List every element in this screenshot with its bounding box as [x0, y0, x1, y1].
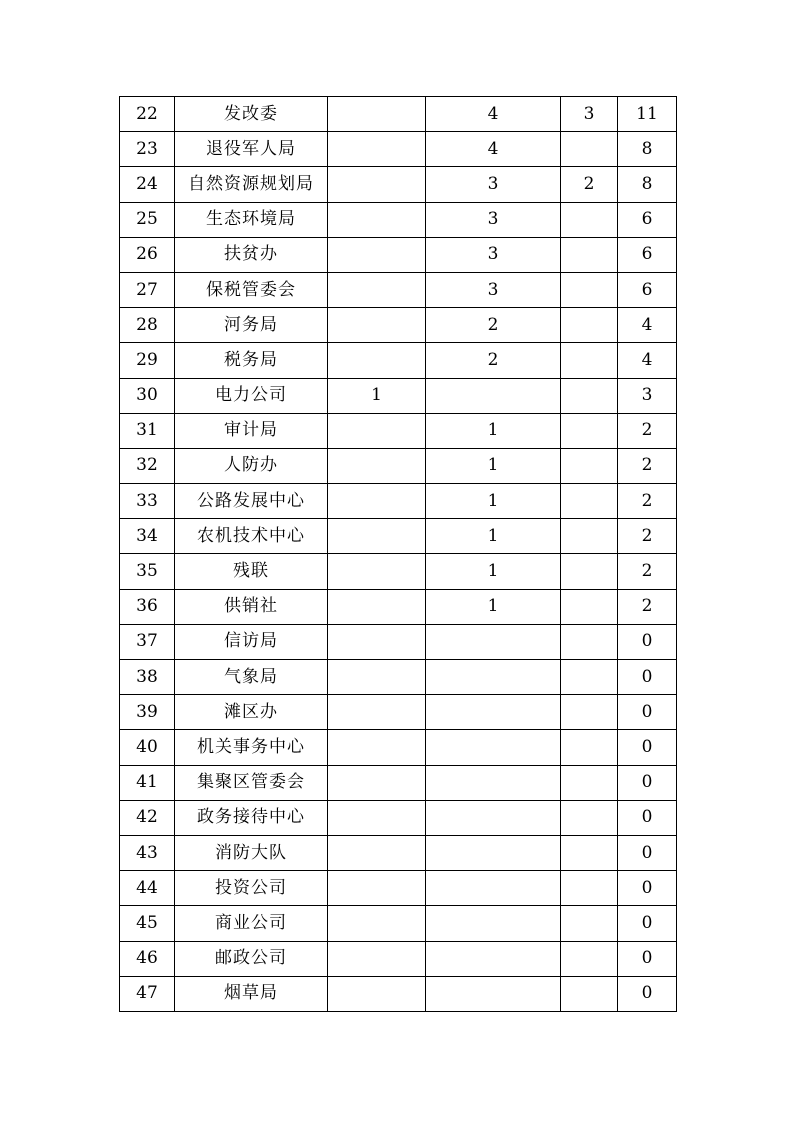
unit-name-cell: 气象局 — [175, 660, 328, 695]
total-cell: 0 — [618, 906, 677, 941]
total-cell: 0 — [618, 695, 677, 730]
column-3-cell — [328, 132, 426, 167]
unit-name-cell: 扶贫办 — [175, 237, 328, 272]
column-4-cell: 3 — [426, 237, 561, 272]
total-cell: 2 — [618, 448, 677, 483]
column-5-cell — [561, 589, 618, 624]
unit-name-cell: 投资公司 — [175, 871, 328, 906]
row-number-cell: 23 — [120, 132, 175, 167]
column-5-cell — [561, 237, 618, 272]
row-number-cell: 39 — [120, 695, 175, 730]
unit-name-cell: 自然资源规划局 — [175, 167, 328, 202]
total-cell: 0 — [618, 730, 677, 765]
table-row — [120, 202, 677, 237]
column-4-cell: 1 — [426, 519, 561, 554]
row-number-cell: 25 — [120, 202, 175, 237]
total-cell: 0 — [618, 871, 677, 906]
column-3-cell — [328, 835, 426, 870]
table-row — [120, 132, 677, 167]
table-row — [120, 906, 677, 941]
column-3-cell — [328, 624, 426, 659]
column-5-cell — [561, 941, 618, 976]
column-3-cell — [328, 237, 426, 272]
column-5-cell — [561, 413, 618, 448]
table-row — [120, 484, 677, 519]
column-4-cell — [426, 730, 561, 765]
total-cell: 0 — [618, 976, 677, 1011]
column-5-cell — [561, 871, 618, 906]
column-3-cell — [328, 554, 426, 589]
column-3-cell — [328, 941, 426, 976]
unit-name-cell: 河务局 — [175, 308, 328, 343]
total-cell: 4 — [618, 308, 677, 343]
row-number-cell: 31 — [120, 413, 175, 448]
table-row — [120, 413, 677, 448]
row-number-cell: 22 — [120, 97, 175, 132]
column-3-cell — [328, 976, 426, 1011]
row-number-cell: 27 — [120, 272, 175, 307]
column-3-cell — [328, 343, 426, 378]
column-5-cell — [561, 835, 618, 870]
column-3-cell — [328, 448, 426, 483]
column-5-cell — [561, 202, 618, 237]
column-4-cell — [426, 906, 561, 941]
column-3-cell: 1 — [328, 378, 426, 413]
table-row — [120, 589, 677, 624]
total-cell: 2 — [618, 554, 677, 589]
column-3-cell — [328, 167, 426, 202]
table-body — [120, 97, 677, 1012]
column-5-cell — [561, 695, 618, 730]
unit-name-cell: 信访局 — [175, 624, 328, 659]
total-cell: 8 — [618, 132, 677, 167]
statistics-table — [119, 96, 677, 1012]
row-number-cell: 24 — [120, 167, 175, 202]
unit-name-cell: 发改委 — [175, 97, 328, 132]
column-4-cell — [426, 835, 561, 870]
column-4-cell — [426, 378, 561, 413]
column-4-cell — [426, 624, 561, 659]
unit-name-cell: 农机技术中心 — [175, 519, 328, 554]
column-3-cell — [328, 519, 426, 554]
total-cell: 2 — [618, 413, 677, 448]
column-3-cell — [328, 765, 426, 800]
column-5-cell — [561, 624, 618, 659]
column-4-cell — [426, 695, 561, 730]
column-5-cell — [561, 554, 618, 589]
total-cell: 0 — [618, 624, 677, 659]
column-5-cell — [561, 800, 618, 835]
column-3-cell — [328, 272, 426, 307]
unit-name-cell: 机关事务中心 — [175, 730, 328, 765]
unit-name-cell: 审计局 — [175, 413, 328, 448]
table-row — [120, 448, 677, 483]
row-number-cell: 32 — [120, 448, 175, 483]
column-3-cell — [328, 906, 426, 941]
table-row — [120, 519, 677, 554]
column-4-cell: 4 — [426, 97, 561, 132]
column-5-cell — [561, 765, 618, 800]
total-cell: 6 — [618, 202, 677, 237]
column-5-cell — [561, 132, 618, 167]
unit-name-cell: 消防大队 — [175, 835, 328, 870]
table-row — [120, 272, 677, 307]
column-4-cell: 1 — [426, 484, 561, 519]
unit-name-cell: 公路发展中心 — [175, 484, 328, 519]
unit-name-cell: 生态环境局 — [175, 202, 328, 237]
column-4-cell: 1 — [426, 448, 561, 483]
column-4-cell: 4 — [426, 132, 561, 167]
total-cell: 11 — [618, 97, 677, 132]
row-number-cell: 47 — [120, 976, 175, 1011]
table-row — [120, 97, 677, 132]
row-number-cell: 34 — [120, 519, 175, 554]
column-3-cell — [328, 589, 426, 624]
column-4-cell — [426, 765, 561, 800]
unit-name-cell: 退役军人局 — [175, 132, 328, 167]
column-4-cell — [426, 941, 561, 976]
table-row — [120, 800, 677, 835]
unit-name-cell: 保税管委会 — [175, 272, 328, 307]
total-cell: 8 — [618, 167, 677, 202]
column-3-cell — [328, 202, 426, 237]
row-number-cell: 44 — [120, 871, 175, 906]
column-5-cell — [561, 272, 618, 307]
table-row — [120, 554, 677, 589]
row-number-cell: 42 — [120, 800, 175, 835]
total-cell: 0 — [618, 835, 677, 870]
row-number-cell: 37 — [120, 624, 175, 659]
column-3-cell — [328, 484, 426, 519]
row-number-cell: 35 — [120, 554, 175, 589]
unit-name-cell: 电力公司 — [175, 378, 328, 413]
table-row — [120, 624, 677, 659]
column-5-cell — [561, 308, 618, 343]
column-5-cell — [561, 484, 618, 519]
column-3-cell — [328, 871, 426, 906]
column-3-cell — [328, 730, 426, 765]
row-number-cell: 26 — [120, 237, 175, 272]
unit-name-cell: 税务局 — [175, 343, 328, 378]
unit-name-cell: 残联 — [175, 554, 328, 589]
row-number-cell: 33 — [120, 484, 175, 519]
table-row — [120, 730, 677, 765]
total-cell: 6 — [618, 237, 677, 272]
total-cell: 0 — [618, 765, 677, 800]
column-4-cell — [426, 660, 561, 695]
column-5-cell — [561, 378, 618, 413]
table-row — [120, 167, 677, 202]
total-cell: 2 — [618, 519, 677, 554]
total-cell: 0 — [618, 941, 677, 976]
row-number-cell: 40 — [120, 730, 175, 765]
column-4-cell: 2 — [426, 308, 561, 343]
unit-name-cell: 滩区办 — [175, 695, 328, 730]
column-4-cell: 1 — [426, 589, 561, 624]
row-number-cell: 38 — [120, 660, 175, 695]
column-3-cell — [328, 413, 426, 448]
table-row — [120, 871, 677, 906]
column-3-cell — [328, 695, 426, 730]
column-4-cell: 3 — [426, 167, 561, 202]
unit-name-cell: 商业公司 — [175, 906, 328, 941]
total-cell: 3 — [618, 378, 677, 413]
column-5-cell — [561, 730, 618, 765]
column-4-cell: 1 — [426, 413, 561, 448]
row-number-cell: 29 — [120, 343, 175, 378]
column-3-cell — [328, 800, 426, 835]
column-5-cell — [561, 448, 618, 483]
unit-name-cell: 烟草局 — [175, 976, 328, 1011]
total-cell: 2 — [618, 589, 677, 624]
column-5-cell — [561, 660, 618, 695]
row-number-cell: 28 — [120, 308, 175, 343]
total-cell: 0 — [618, 800, 677, 835]
column-5-cell: 3 — [561, 97, 618, 132]
column-4-cell — [426, 800, 561, 835]
unit-name-cell: 邮政公司 — [175, 941, 328, 976]
unit-name-cell: 集聚区管委会 — [175, 765, 328, 800]
column-4-cell: 3 — [426, 272, 561, 307]
column-5-cell: 2 — [561, 167, 618, 202]
total-cell: 2 — [618, 484, 677, 519]
column-5-cell — [561, 906, 618, 941]
unit-name-cell: 供销社 — [175, 589, 328, 624]
column-4-cell: 1 — [426, 554, 561, 589]
table-row — [120, 941, 677, 976]
column-4-cell — [426, 871, 561, 906]
column-5-cell — [561, 976, 618, 1011]
table-row — [120, 237, 677, 272]
table-row — [120, 660, 677, 695]
column-3-cell — [328, 97, 426, 132]
unit-name-cell: 人防办 — [175, 448, 328, 483]
total-cell: 4 — [618, 343, 677, 378]
total-cell: 0 — [618, 660, 677, 695]
table-row — [120, 976, 677, 1011]
row-number-cell: 41 — [120, 765, 175, 800]
table-row — [120, 765, 677, 800]
row-number-cell: 45 — [120, 906, 175, 941]
column-5-cell — [561, 343, 618, 378]
table-row — [120, 343, 677, 378]
unit-name-cell: 政务接待中心 — [175, 800, 328, 835]
column-3-cell — [328, 308, 426, 343]
row-number-cell: 46 — [120, 941, 175, 976]
column-4-cell — [426, 976, 561, 1011]
column-4-cell: 3 — [426, 202, 561, 237]
row-number-cell: 30 — [120, 378, 175, 413]
column-4-cell: 2 — [426, 343, 561, 378]
table-row — [120, 695, 677, 730]
column-5-cell — [561, 519, 618, 554]
row-number-cell: 43 — [120, 835, 175, 870]
table-row — [120, 835, 677, 870]
table-row — [120, 308, 677, 343]
table-row — [120, 378, 677, 413]
total-cell: 6 — [618, 272, 677, 307]
column-3-cell — [328, 660, 426, 695]
row-number-cell: 36 — [120, 589, 175, 624]
